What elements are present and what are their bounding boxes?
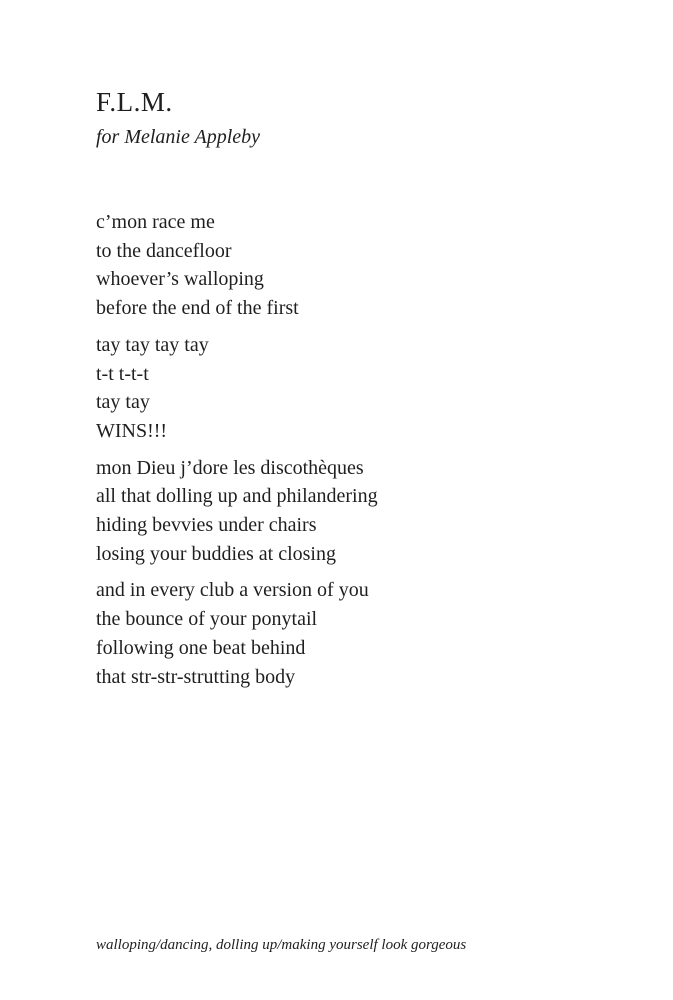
poem-line: before the end of the first: [96, 297, 299, 320]
poem-title: F.L.M.: [96, 87, 173, 117]
stanza-3: [96, 454, 616, 569]
poem-line: t-t t-t-t: [96, 362, 149, 385]
poem-line: and in every club a version of you: [96, 579, 369, 602]
stanza-2: [96, 331, 616, 446]
poem-line: the bounce of your ponytail: [96, 608, 318, 631]
poem-body: [96, 208, 616, 699]
poem-line: whoever’s walloping: [96, 268, 264, 291]
stanza-4: [96, 576, 616, 691]
poem-line: hiding bevvies under chairs: [96, 514, 317, 537]
poem-line: tay tay tay tay: [96, 333, 209, 356]
poem-line: losing your buddies at closing: [96, 542, 336, 565]
poem-line: c’mon race me: [96, 211, 215, 233]
poem-line: that str-str-strutting body: [96, 665, 296, 688]
poem-line: all that dolling up and philandering: [96, 485, 378, 508]
stanza-1: [96, 208, 616, 323]
poem-line: to the dancefloor: [96, 239, 232, 262]
poem-line: WINS!!!: [96, 419, 168, 442]
poem-line: tay tay: [96, 391, 150, 414]
glossary-footnote: walloping/dancing, dolling up/making yourself look gorgeous: [96, 937, 467, 953]
poem-line: mon Dieu j’dore les discothèques: [96, 456, 364, 479]
poem-line: following one beat behind: [96, 636, 306, 659]
poem-dedication: for Melanie Appleby: [96, 126, 261, 148]
